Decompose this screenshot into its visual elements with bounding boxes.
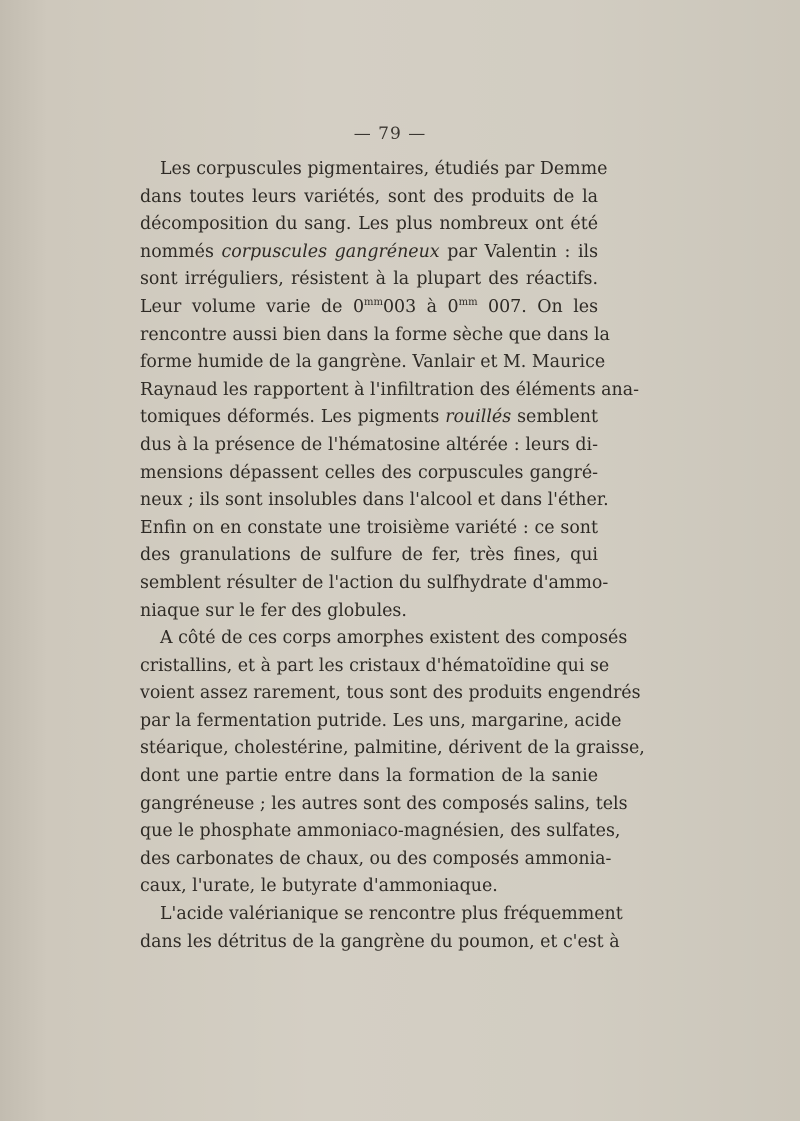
text-line: semblent résulter de l'action du sulfhydrate d'ammo- <box>140 572 609 593</box>
text-line: gangréneuse ; les autres sont des composés salins, tels <box>140 793 628 814</box>
text-line: Les corpuscules pigmentaires, étudiés par Demme <box>160 159 608 179</box>
text-line: voient assez rarement, tous sont des produits engendrés <box>140 683 641 704</box>
text-line: dus à la présence de l'hématosine altérée : leurs di- <box>140 434 598 455</box>
text-line: des granulations de sulfure de fer, très fines, qui <box>140 545 598 566</box>
body-text <box>140 156 645 956</box>
text-line: des carbonates de chaux, ou des composés ammonia- <box>140 848 612 869</box>
text-line: niaque sur le fer des globules. <box>140 600 407 621</box>
text-line: tomiques déformés. Les pigments rouillés semblent <box>140 407 598 428</box>
text-line: mensions dépassent celles des corpuscules gangré- <box>140 462 598 483</box>
text-line: caux, l'urate, le butyrate d'ammoniaque. <box>140 876 498 897</box>
text-line: rencontre aussi bien dans la forme sèche que dans la <box>140 324 610 345</box>
text-line: dans toutes leurs variétés, sont des produits de la <box>140 186 598 207</box>
text-line: sont irréguliers, résistent à la plupart des réactifs. <box>140 269 598 290</box>
text-line: Leur volume varie de $0^{mm}003$ à $0^{mm}$ 007. On les <box>140 296 598 317</box>
text-line: dont une partie entre dans la formation de la sanie <box>140 766 598 787</box>
text-line: par la fermentation putride. Les uns, margarine, acide <box>140 710 622 731</box>
text-line: Raynaud les rapportent à l'infiltration des éléments ana- <box>140 379 639 400</box>
text-line: dans les détritus de la gangrène du poumon, et c'est à <box>140 931 620 952</box>
text-line: neux ; ils sont insolubles dans l'alcool et dans l'éther. <box>140 490 609 511</box>
text-line: cristallins, et à part les cristaux d'hématoïdine qui se <box>140 655 610 676</box>
text-line: stéarique, cholestérine, palmitine, dérivent de la graisse, <box>140 738 645 759</box>
text-line: L'acide valérianique se rencontre plus fréquemment <box>160 904 623 925</box>
text-line: que le phosphate ammoniaco-magnésien, des sulfates, <box>140 821 621 842</box>
text-line: nommés corpuscules gangréneux par Valentin : ils <box>140 241 598 262</box>
page-number: — 79 — <box>353 124 427 144</box>
text-line: décomposition du sang. Les plus nombreux ont été <box>140 214 598 235</box>
text-line: A côté de ces corps amorphes existent des composés <box>160 628 628 649</box>
text-line: forme humide de la gangrène. Vanlair et M. Maurice <box>140 352 606 373</box>
text-line: Enfin on en constate une troisième variété : ce sont <box>140 517 598 538</box>
